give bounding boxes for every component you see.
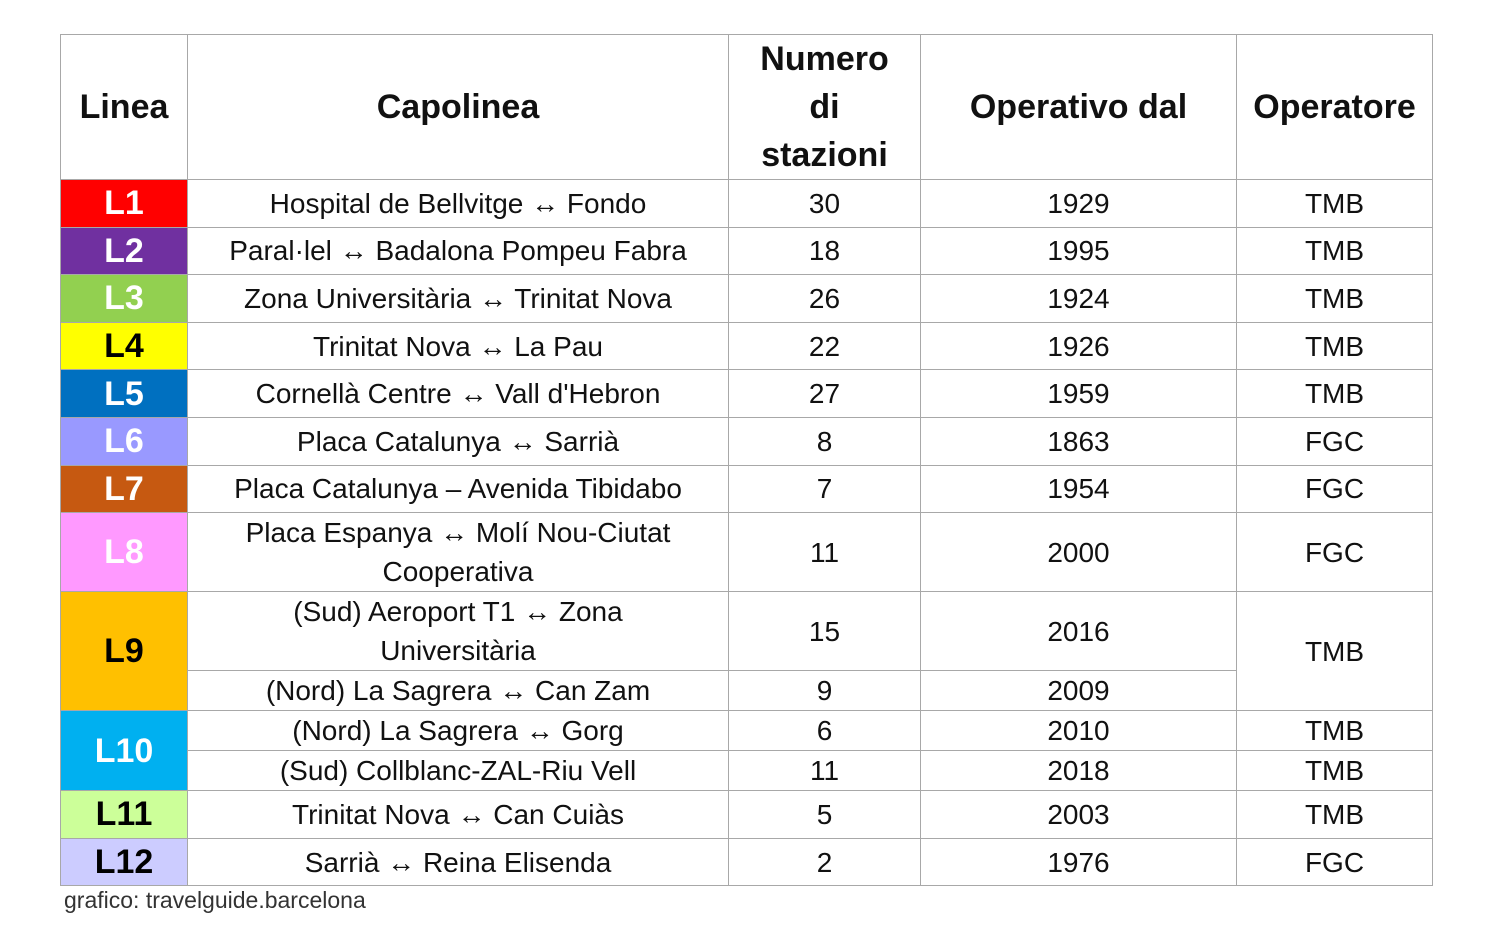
line-badge: L6 xyxy=(61,417,188,465)
metro-lines-table xyxy=(60,34,1433,886)
stations-cell: 11 xyxy=(729,513,921,592)
since-cell: 1924 xyxy=(921,275,1237,323)
since-cell: 2016 xyxy=(921,592,1237,671)
stations-cell: 5 xyxy=(729,791,921,839)
stations-cell: 27 xyxy=(729,370,921,418)
since-cell: 2009 xyxy=(921,671,1237,711)
since-cell: 1863 xyxy=(921,417,1237,465)
table-row xyxy=(61,180,1433,228)
line-badge: L2 xyxy=(61,227,188,275)
stations-cell: 11 xyxy=(729,751,921,791)
line-badge: L1 xyxy=(61,180,188,228)
header-operativo-dal: Operativo dal xyxy=(921,35,1237,180)
since-cell: 1929 xyxy=(921,180,1237,228)
line-badge: L11 xyxy=(61,791,188,839)
table-row xyxy=(61,751,1433,791)
terminus-cell: Trinitat Nova ↔ Can Cuiàs xyxy=(188,791,729,839)
terminus-cell: Zona Universitària ↔ Trinitat Nova xyxy=(188,275,729,323)
stations-cell: 7 xyxy=(729,465,921,513)
terminus-text: Placa Espanya ↔ Molí Nou-Ciutat Cooperativa xyxy=(245,517,671,588)
operator-cell: TMB xyxy=(1237,791,1433,839)
table-row xyxy=(61,417,1433,465)
operator-cell: TMB xyxy=(1237,322,1433,370)
stations-cell: 22 xyxy=(729,322,921,370)
line-badge: L8 xyxy=(61,513,188,592)
header-numero-stazioni xyxy=(729,35,921,180)
since-cell: 1976 xyxy=(921,838,1237,886)
table-row xyxy=(61,711,1433,751)
header-operatore: Operatore xyxy=(1237,35,1433,180)
stations-cell: 6 xyxy=(729,711,921,751)
terminus-cell: (Nord) La Sagrera ↔ Can Zam xyxy=(188,671,729,711)
since-cell: 1995 xyxy=(921,227,1237,275)
operator-cell: FGC xyxy=(1237,465,1433,513)
line-badge: L9 xyxy=(61,592,188,711)
terminus-cell xyxy=(188,592,729,671)
operator-cell: FGC xyxy=(1237,513,1433,592)
header-capolinea: Capolinea xyxy=(188,35,729,180)
since-cell: 1926 xyxy=(921,322,1237,370)
since-cell: 2003 xyxy=(921,791,1237,839)
stations-cell: 26 xyxy=(729,275,921,323)
operator-cell: TMB xyxy=(1237,227,1433,275)
terminus-cell: Placa Catalunya – Avenida Tibidabo xyxy=(188,465,729,513)
table-row xyxy=(61,791,1433,839)
table-row xyxy=(61,671,1433,711)
terminus-cell: Placa Catalunya ↔ Sarrià xyxy=(188,417,729,465)
operator-cell: TMB xyxy=(1237,275,1433,323)
table-row xyxy=(61,838,1433,886)
header-numero-stazioni-label: Numero di stazioni xyxy=(760,40,889,174)
terminus-cell: (Sud) Collblanc-ZAL-Riu Vell xyxy=(188,751,729,791)
since-cell: 2018 xyxy=(921,751,1237,791)
operator-cell: TMB xyxy=(1237,711,1433,751)
operator-cell: FGC xyxy=(1237,838,1433,886)
since-cell: 2000 xyxy=(921,513,1237,592)
terminus-cell xyxy=(188,513,729,592)
stations-cell: 9 xyxy=(729,671,921,711)
terminus-cell: Sarrià ↔ Reina Elisenda xyxy=(188,838,729,886)
table-row xyxy=(61,275,1433,323)
operator-cell: FGC xyxy=(1237,417,1433,465)
header-linea: Linea xyxy=(61,35,188,180)
operator-cell: TMB xyxy=(1237,370,1433,418)
source-credit: grafico: travelguide.barcelona xyxy=(64,887,366,913)
table-row xyxy=(61,227,1433,275)
terminus-cell: (Nord) La Sagrera ↔ Gorg xyxy=(188,711,729,751)
line-badge: L5 xyxy=(61,370,188,418)
since-cell: 1954 xyxy=(921,465,1237,513)
terminus-cell: Hospital de Bellvitge ↔ Fondo xyxy=(188,180,729,228)
table-row xyxy=(61,465,1433,513)
operator-cell: TMB xyxy=(1237,592,1433,711)
since-cell: 2010 xyxy=(921,711,1237,751)
table-row xyxy=(61,513,1433,592)
table-row xyxy=(61,592,1433,671)
line-badge: L4 xyxy=(61,322,188,370)
terminus-cell: Paral·lel ↔ Badalona Pompeu Fabra xyxy=(188,227,729,275)
operator-cell: TMB xyxy=(1237,180,1433,228)
line-badge: L3 xyxy=(61,275,188,323)
terminus-cell: Trinitat Nova ↔ La Pau xyxy=(188,322,729,370)
table-row xyxy=(61,322,1433,370)
stations-cell: 2 xyxy=(729,838,921,886)
line-badge: L10 xyxy=(61,711,188,791)
stations-cell: 15 xyxy=(729,592,921,671)
since-cell: 1959 xyxy=(921,370,1237,418)
table-row xyxy=(61,370,1433,418)
terminus-cell: Cornellà Centre ↔ Vall d'Hebron xyxy=(188,370,729,418)
header-row xyxy=(61,35,1433,180)
stations-cell: 8 xyxy=(729,417,921,465)
line-badge: L7 xyxy=(61,465,188,513)
line-badge: L12 xyxy=(61,838,188,886)
terminus-text: (Sud) Aeroport T1 ↔ Zona Universitària xyxy=(293,596,623,667)
stations-cell: 18 xyxy=(729,227,921,275)
operator-cell: TMB xyxy=(1237,751,1433,791)
stations-cell: 30 xyxy=(729,180,921,228)
